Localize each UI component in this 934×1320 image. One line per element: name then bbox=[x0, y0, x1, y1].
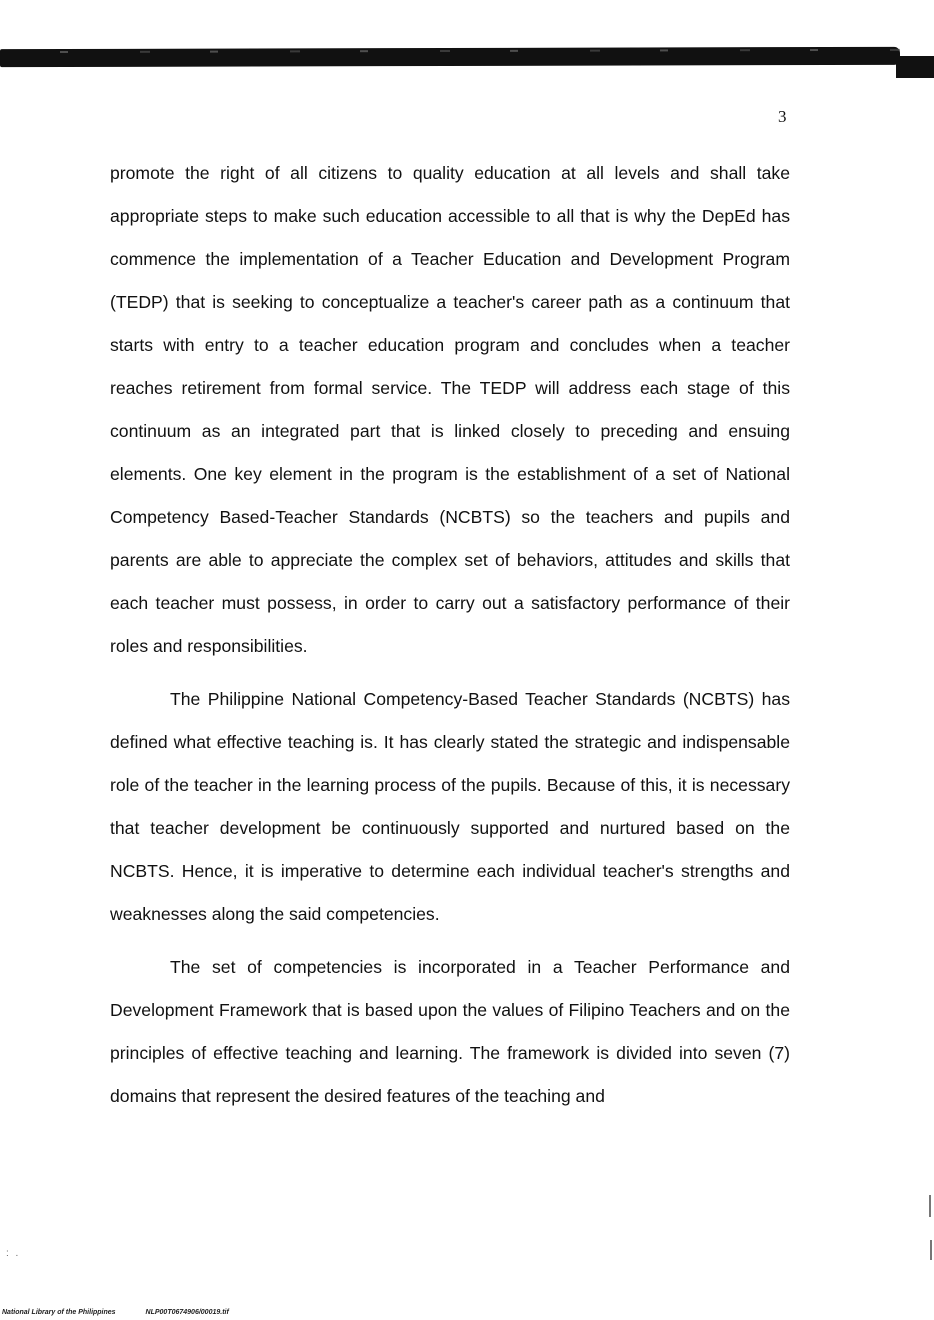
scan-dots: : . bbox=[6, 1248, 21, 1259]
footer-library: National Library of the Philippines bbox=[2, 1309, 116, 1316]
paragraph-continuation: promote the right of all citizens to quality education at all levels and shall take appropriate steps to make such education accessible to all that is why the DepEd has commence the implementation of a Teacher Education and Development Program (TEDP) that is seeking to conceptualize a teacher's career path as a continuum that starts with entry to a teacher education program and concludes when a teacher reaches retirement from formal service. The TEDP will address each stage of this continuum as an integrated part that is linked closely to preceding and ensuing elements. One key element in the program is the establishment of a set of National Competency Based-Teacher Standards (NCBTS) so the teachers and pupils and parents are able to appreciate the complex set of behaviors, attitudes and skills that each teacher must possess, in order to carry out a satisfactory performance of their roles and responsibilities. bbox=[110, 163, 790, 656]
paragraph-framework: The set of competencies is incorporated in a Teacher Performance and Development Framework that is based upon the values of Filipino Teachers and on the principles of effective teaching and learning. The framework is divided into seven (7) domains that represent the desired features of the teaching and bbox=[110, 957, 790, 1106]
scan-edge-mark bbox=[930, 1240, 932, 1260]
paragraph-ncbts: The Philippine National Competency-Based Teacher Standards (NCBTS) has defined what effective teaching is. It has clearly stated the strategic and indispensable role of the teacher in the learning process of the pupils. Because of this, it is necessary that teacher development be continuously supported and nurtured based on the NCBTS. Hence, it is imperative to determine each individual teacher's strengths and weaknesses along the said competencies. bbox=[110, 689, 790, 924]
page-number: 3 bbox=[778, 107, 787, 126]
scan-border-tab bbox=[896, 56, 934, 78]
scan-border-bar bbox=[0, 47, 900, 67]
footer-file-code: NLP00T0674906/00019.tif bbox=[145, 1309, 229, 1316]
scan-edge-mark bbox=[929, 1195, 931, 1217]
body-text bbox=[110, 152, 790, 1118]
footer-scan-label bbox=[2, 1309, 229, 1316]
